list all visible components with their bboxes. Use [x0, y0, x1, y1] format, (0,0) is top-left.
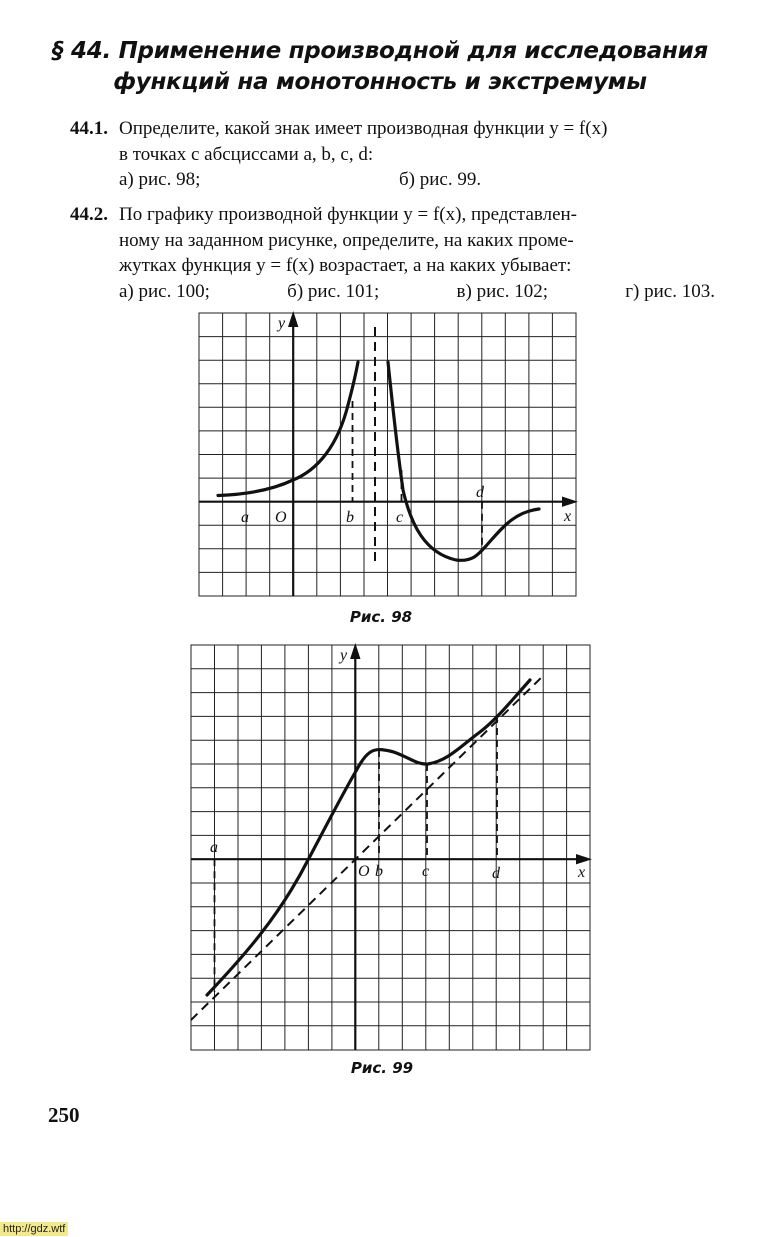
- problem-option: в) рис. 102;: [456, 280, 548, 302]
- figure-99-point-c: c: [422, 863, 430, 880]
- problem-number: 44.1.: [70, 118, 108, 139]
- watermark-link[interactable]: http://gdz.wtf: [0, 1222, 68, 1236]
- problem-option: а) рис. 98;: [119, 169, 201, 190]
- figure-99-point-d: d: [492, 865, 500, 882]
- figure-98-y-label: y: [278, 315, 286, 332]
- figure-99-grid: [191, 645, 590, 1050]
- figure-99-caption: Рис. 99: [350, 1059, 414, 1077]
- figure-99-x-label: x: [578, 864, 586, 881]
- problem-option: а) рис. 100;: [119, 280, 210, 302]
- problem-text-line: жутках функция y = f(x) возрастает, а на каких убывает:: [119, 255, 572, 276]
- figure-98-point-c: c: [396, 509, 404, 526]
- problem-text-line: По графику производной функции y = f(x), представлен-: [119, 204, 578, 225]
- figure-99-point-b: b: [375, 863, 383, 880]
- figure-98-point-d: d: [476, 484, 484, 501]
- problem-option: б) рис. 101;: [287, 280, 380, 302]
- section-title-line1: § 44. Применение производной для исследования: [52, 38, 708, 64]
- problem-option: г) рис. 103.: [625, 280, 715, 302]
- figure-99-axes: [191, 643, 592, 1050]
- figure-99-point-a: a: [210, 839, 218, 856]
- figure-98-point-a: a: [241, 509, 249, 526]
- figure-98-origin-label: O: [275, 509, 287, 526]
- problem-text-line: ному на заданном рисунке, определите, на каких проме-: [119, 229, 574, 251]
- problem-text-line: в точках с абсциссами a, b, c, d:: [119, 143, 374, 165]
- problem-option: б) рис. 99.: [399, 169, 482, 190]
- figure-99-y-label: y: [340, 647, 348, 664]
- figure-98-caption: Рис. 98: [349, 608, 413, 626]
- page-number: 250: [48, 1103, 80, 1127]
- figure-99-curve: [207, 680, 530, 995]
- section-title-line2: функций на монотонность и экстремумы: [113, 69, 647, 95]
- figure-98-x-label: x: [564, 508, 572, 525]
- problem-text-line: Определите, какой знак имеет производная функции y = f(x): [119, 118, 608, 139]
- figure-99-dashed-line: [191, 674, 545, 1020]
- figure-99-origin-label: O: [358, 863, 370, 880]
- figure-98-point-b: b: [346, 509, 354, 526]
- problem-number: 44.2.: [70, 204, 108, 225]
